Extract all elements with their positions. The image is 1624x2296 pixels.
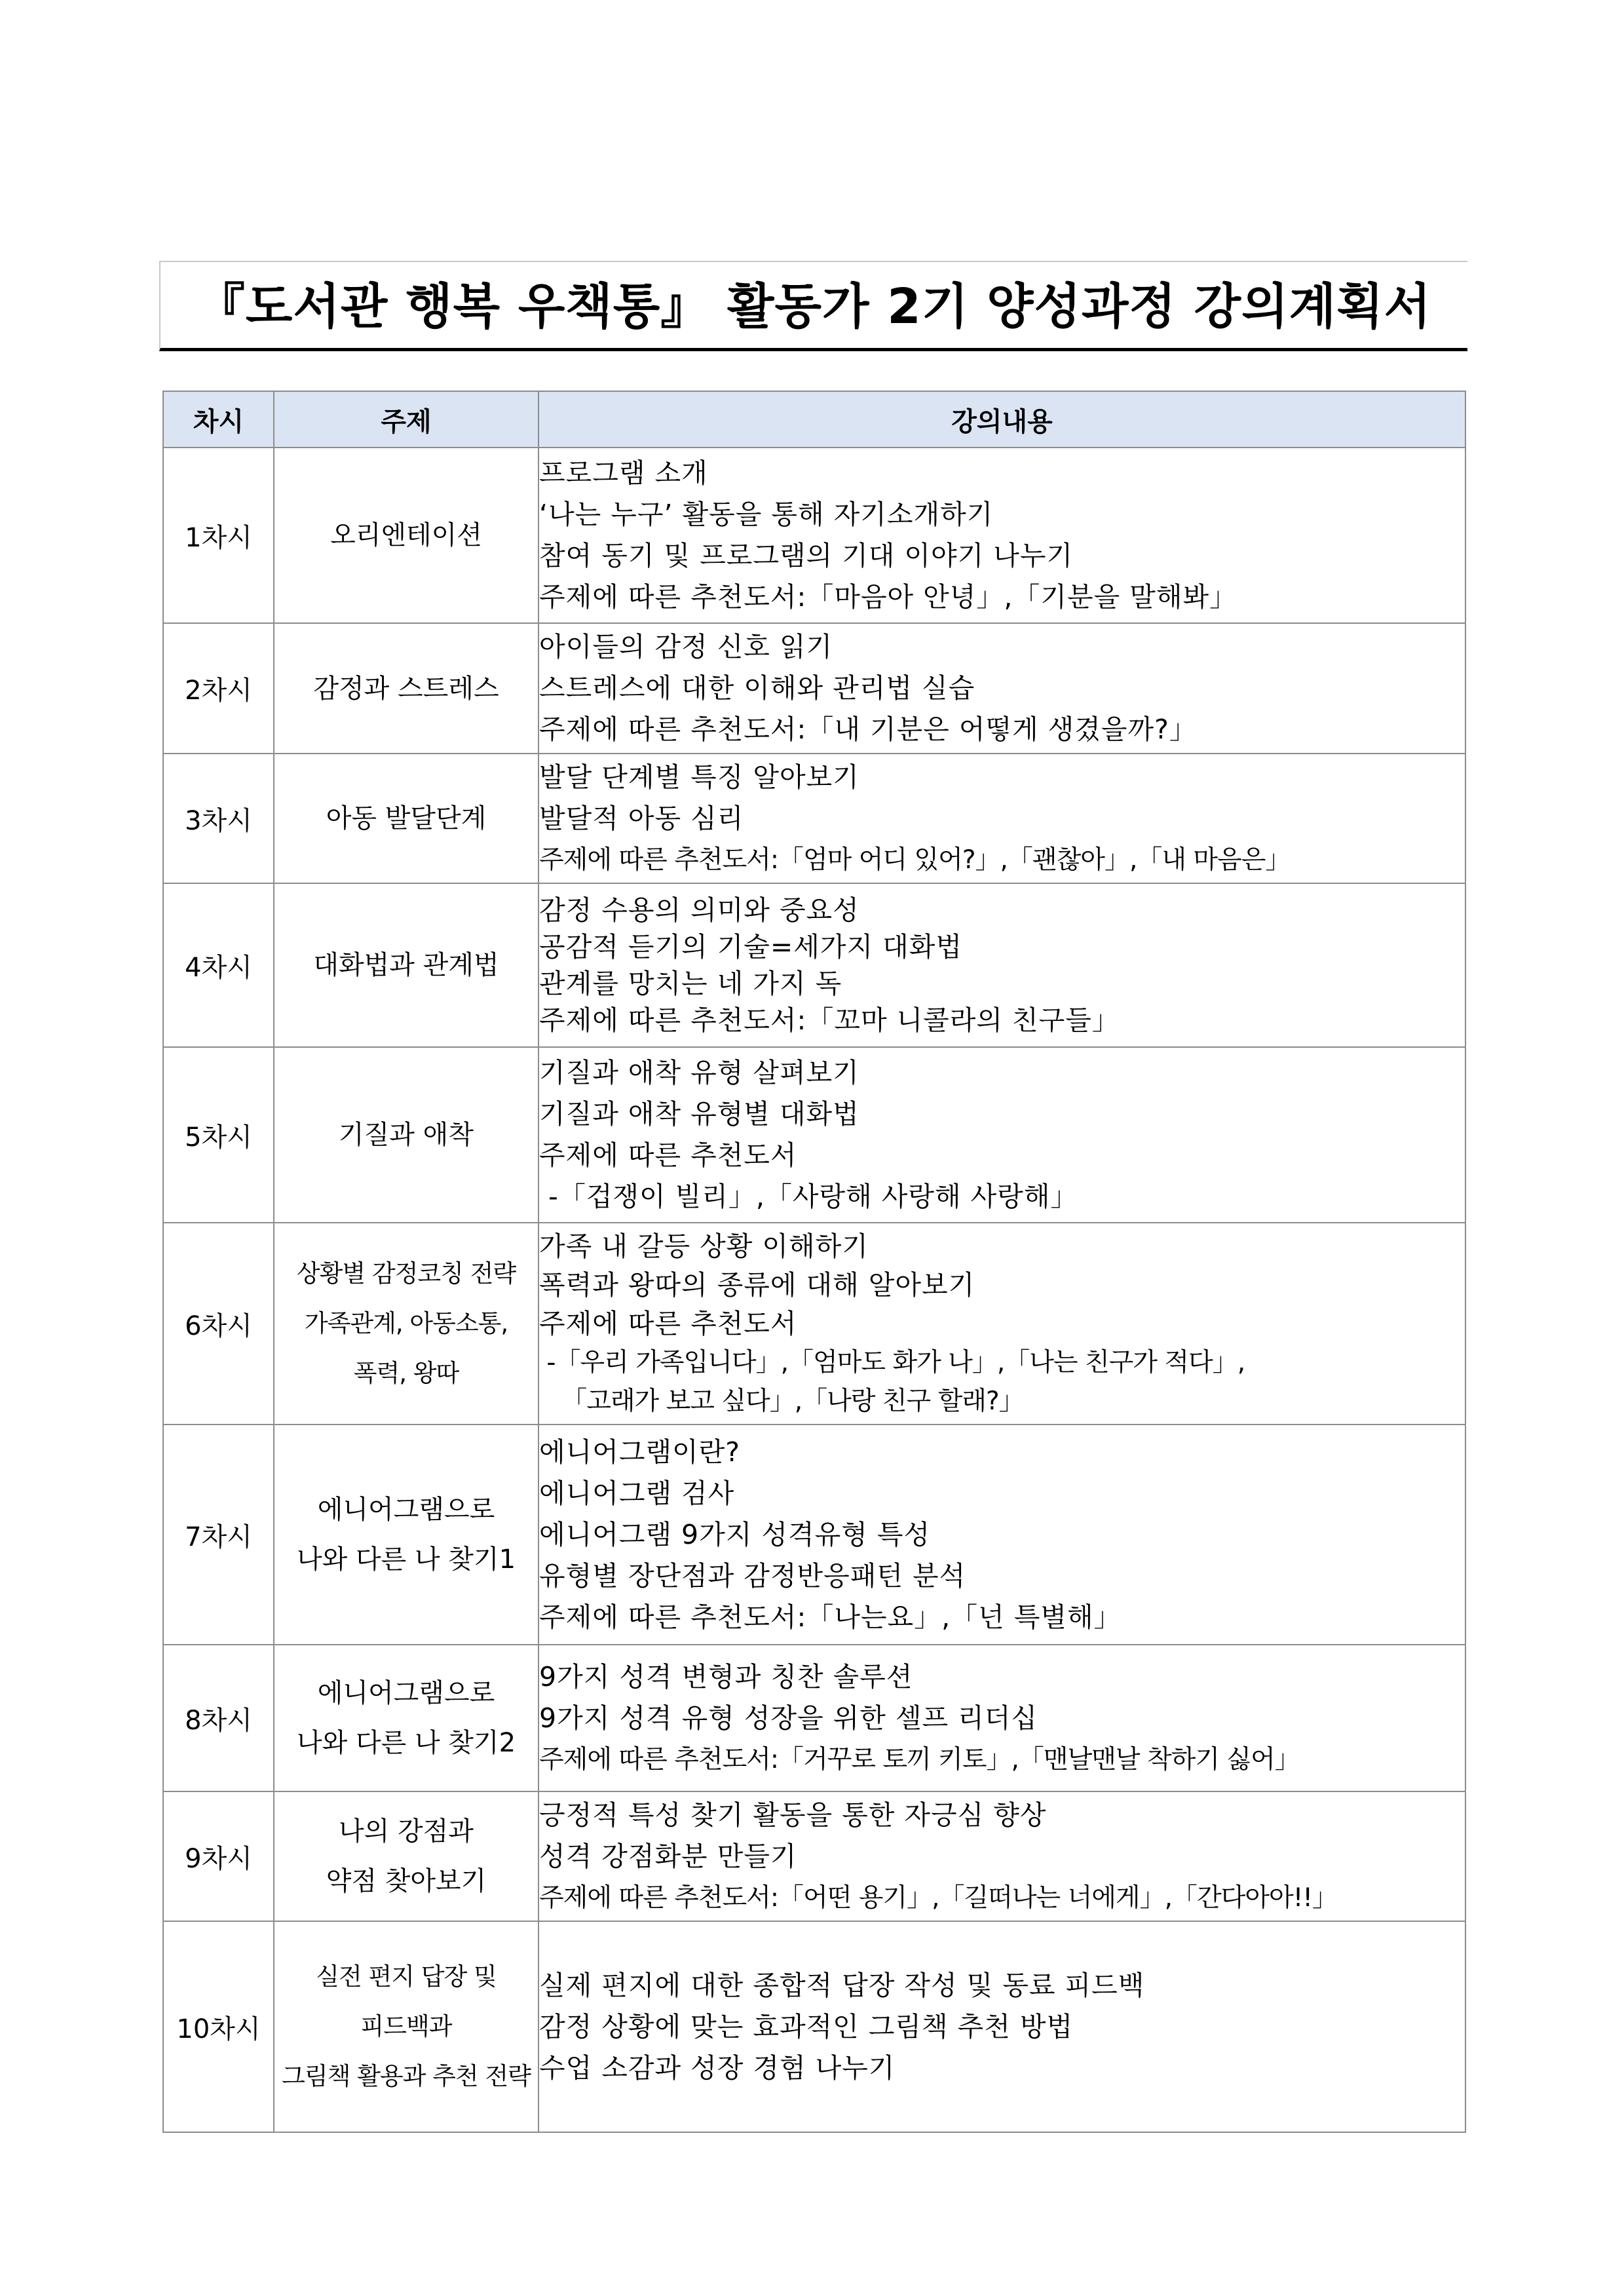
content-cell (538, 1921, 1465, 2132)
topic-cell (274, 1645, 538, 1791)
topic-line: 대화법과 관계법 (313, 950, 499, 980)
content-line: 공감적 듣기의 기술=세가지 대화법 (539, 931, 962, 963)
content-line: 프로그램 소개 (539, 457, 708, 489)
content-line: 감정 수용의 의미와 중요성 (539, 894, 859, 926)
session-cell: 10차시 (163, 1921, 274, 2132)
table-row (163, 1223, 1465, 1425)
table-row (163, 448, 1465, 623)
title-box (159, 261, 1467, 351)
content-line: 수업 소감과 성장 경험 나누기 (539, 2052, 896, 2084)
table-row (163, 883, 1465, 1047)
content-line: 에니어그램 9가지 성격유형 특성 (539, 1518, 931, 1550)
topic-cell (274, 623, 538, 754)
topic-line: 나의 강점과 (339, 1816, 474, 1846)
content-line: 「고래가 보고 싶다」,「나랑 친구 할래?」 (539, 1386, 1024, 1416)
content-line: 성격 강점화분 만들기 (539, 1840, 797, 1872)
topic-cell (274, 1425, 538, 1645)
session-cell: 6차시 (163, 1223, 274, 1425)
content-line: 주제에 따른 추천도서 (539, 1139, 797, 1171)
topic-cell (274, 1791, 538, 1921)
content-line: 발달 단계별 특징 알아보기 (539, 761, 859, 793)
content-line: 긍정적 특성 찾기 활동을 통한 자긍심 향상 (539, 1799, 1047, 1831)
content-cell (538, 623, 1465, 754)
content-line: -「겁쟁이 빌리」,「사랑해 사랑해 사랑해」 (539, 1181, 1078, 1212)
document-title: 『도서관 행복 우책통』 활동가 2기 양성과정 강의계획서 (196, 278, 1432, 335)
content-cell (538, 1047, 1465, 1223)
table-row (163, 623, 1465, 754)
session-cell: 5차시 (163, 1047, 274, 1223)
content-cell (538, 1425, 1465, 1645)
content-line: 관계를 망치는 네 가지 독 (539, 968, 842, 999)
topic-line: 실전 편지 답장 및 (316, 1962, 497, 1991)
topic-cell (274, 448, 538, 623)
content-line: 참여 동기 및 프로그램의 기대 이야기 나누기 (539, 540, 1074, 571)
content-line: -「우리 가족입니다」,「엄마도 화가 나」,「나는 친구가 적다」, (539, 1347, 1245, 1377)
session-cell: 3차시 (163, 754, 274, 883)
session-cell: 4차시 (163, 883, 274, 1047)
content-line: 유형별 장단점과 감정반응패턴 분석 (539, 1559, 966, 1592)
session-cell: 2차시 (163, 623, 274, 754)
content-line: 가족 내 갈등 상황 이해하기 (539, 1230, 869, 1262)
content-line: 에니어그램 검사 (539, 1477, 735, 1509)
topic-line: 폭력, 왕따 (353, 1359, 459, 1387)
content-line: 주제에 따른 추천도서 (539, 1307, 797, 1339)
topic-line: 상황별 감정코칭 전략 (296, 1259, 516, 1288)
content-cell (538, 754, 1465, 883)
table-row (163, 1645, 1465, 1791)
content-cell (538, 448, 1465, 623)
content-line: 9가지 성격 변형과 칭찬 솔루션 (539, 1660, 913, 1693)
topic-line: 오리엔테이션 (330, 520, 482, 550)
content-line: 주제에 따른 추천도서:「마음아 안녕」,「기분을 말해봐」 (539, 581, 1237, 613)
session-cell: 7차시 (163, 1425, 274, 1645)
table-row (163, 754, 1465, 883)
content-line: 스트레스에 대한 이해와 관리법 실습 (539, 672, 975, 704)
header-session: 차시 (163, 391, 274, 448)
table-header-row (163, 391, 1465, 448)
topic-line: 에니어그램으로 (317, 1678, 495, 1708)
topic-line: 약점 찾아보기 (326, 1866, 487, 1896)
topic-cell (274, 1223, 538, 1425)
content-line: ‘나는 누구’ 활동을 통해 자기소개하기 (539, 499, 994, 530)
content-line: 감정 상황에 맞는 효과적인 그림책 추천 방법 (539, 2010, 1074, 2042)
topic-line: 가족관계, 아동소통, (304, 1309, 508, 1337)
content-line: 주제에 따른 추천도서:「거꾸로 토끼 키토」,「맨날맨날 착하기 싫어」 (539, 1744, 1300, 1774)
topic-line: 피드백과 (360, 2012, 452, 2040)
topic-line: 그림책 활용과 추천 전략 (282, 2062, 531, 2090)
content-line: 주제에 따른 추천도서:「어떤 용기」,「길떠나는 너에게」,「간다아아!!」 (539, 1883, 1337, 1913)
content-cell (538, 1791, 1465, 1921)
content-line: 주제에 따른 추천도서:「내 기분은 어떻게 생겼을까?」 (539, 714, 1197, 745)
session-cell: 9차시 (163, 1791, 274, 1921)
table-row (163, 1047, 1465, 1223)
content-line: 기질과 애착 유형별 대화법 (539, 1098, 859, 1130)
content-line: 주제에 따른 추천도서:「꼬마 니콜라의 친구들」 (539, 1004, 1120, 1036)
topic-line: 기질과 애착 (339, 1120, 474, 1150)
table-row (163, 1425, 1465, 1645)
topic-line: 아동 발달단계 (326, 803, 487, 833)
content-line: 에니어그램이란? (539, 1436, 741, 1468)
topic-line: 에니어그램으로 (317, 1495, 495, 1525)
session-cell: 1차시 (163, 448, 274, 623)
topic-line: 나와 다른 나 찾기1 (296, 1544, 516, 1575)
content-line: 기질과 애착 유형 살펴보기 (539, 1057, 859, 1088)
content-line: 실제 편지에 대한 종합적 답장 작성 및 동료 피드백 (539, 1969, 1145, 2001)
topic-cell (274, 754, 538, 883)
table-row (163, 1791, 1465, 1921)
topic-cell (274, 883, 538, 1047)
table-row (163, 1921, 1465, 2132)
session-cell: 8차시 (163, 1645, 274, 1791)
topic-cell (274, 1047, 538, 1223)
topic-cell (274, 1921, 538, 2132)
header-topic: 주제 (274, 391, 538, 448)
topic-line: 나와 다른 나 찾기2 (296, 1728, 516, 1758)
lecture-plan-table (162, 391, 1466, 2133)
content-cell (538, 883, 1465, 1047)
content-line: 9가지 성격 유형 성장을 위한 셀프 리더십 (539, 1702, 1038, 1734)
content-line: 아이들의 감정 신호 읽기 (539, 631, 833, 662)
header-content: 강의내용 (538, 391, 1465, 448)
content-line: 폭력과 왕따의 종류에 대해 알아보기 (539, 1269, 975, 1301)
content-line: 주제에 따른 추천도서:「엄마 어디 있어?」,「괜찮아」,「내 마음은」 (539, 845, 1291, 875)
content-line: 주제에 따른 추천도서:「나는요」,「넌 특별해」 (539, 1601, 1122, 1633)
topic-line: 감정과 스트레스 (313, 673, 499, 704)
content-cell (538, 1645, 1465, 1791)
content-line: 발달적 아동 심리 (539, 802, 744, 834)
content-cell (538, 1223, 1465, 1425)
